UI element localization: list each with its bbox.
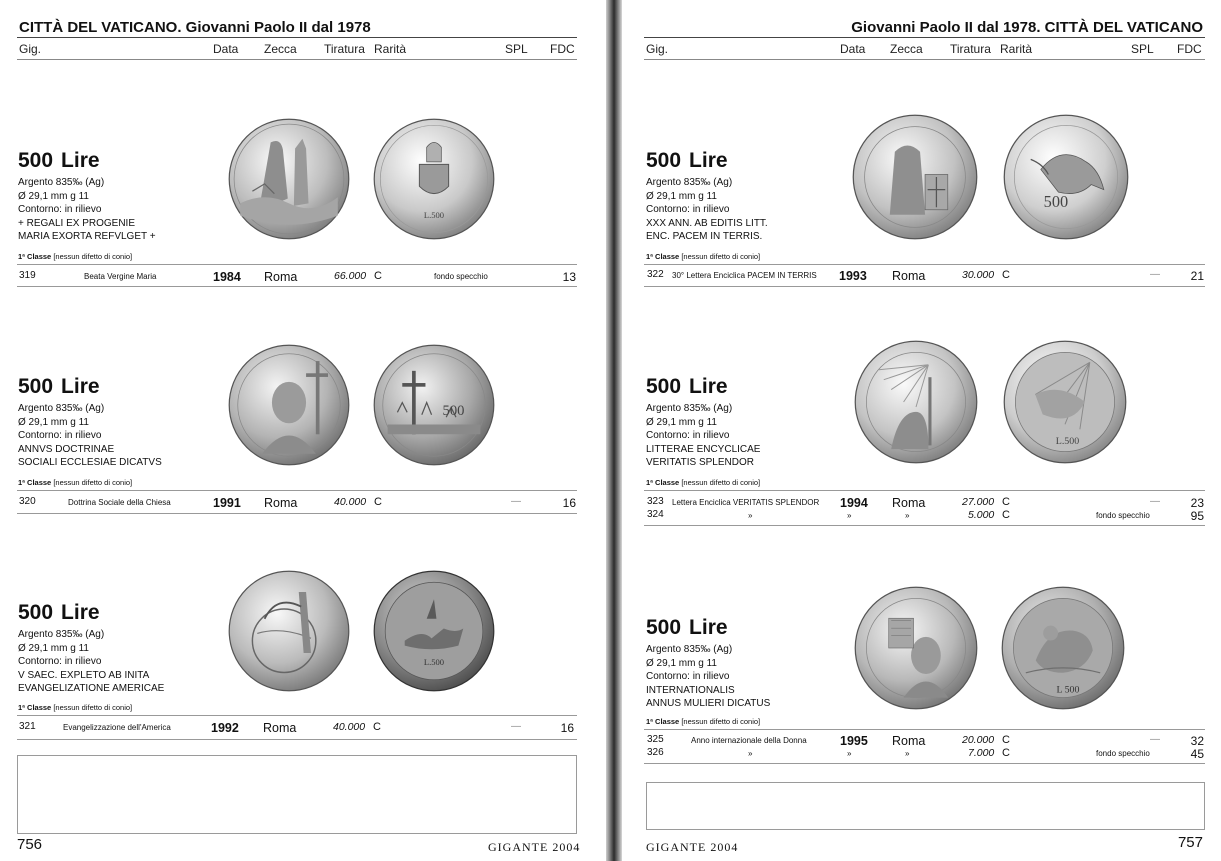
rarity: C [1002,496,1010,508]
rarity: C [374,496,382,508]
year: 1984 [213,270,241,284]
price-spl: — [511,721,521,732]
mintage: 5.000 [968,509,995,521]
col-spl: SPL [1131,42,1154,56]
denomination-title [646,149,736,173]
spec-edge-legend: SOCIALI ECCLESIAE DICATVS [18,457,162,468]
spec-edge: Contorno: in rilievo [646,204,730,215]
col-rarita: Rarità [374,42,407,56]
spec-list [646,176,768,244]
price-fdc: 16 [560,721,574,735]
denomination-unit: Lire [61,601,100,624]
svg-text:L.500: L.500 [1055,436,1080,448]
table-row [622,509,1221,523]
col-spl: SPL [505,42,528,56]
coin-obverse-image [854,340,978,464]
row-rule [17,715,577,716]
denomination-unit: Lire [689,616,728,639]
row-rule [17,264,577,265]
coin-description: Lettera Enciclica VERITATIS SPLENDOR [672,498,820,507]
mintage: 27.000 [962,496,995,508]
grade-desc: [nessun difetto di conio] [681,478,761,487]
row-rule [644,729,1205,730]
spec-edge-legend: VERITATIS SPLENDOR [646,457,754,468]
spec-edge-legend: INTERNATIONALIS [646,684,735,696]
header-rule [17,37,577,38]
finish-note: fondo specchio [1096,749,1150,758]
coin-obverse-image [852,114,978,240]
catalog-number: 324 [647,509,664,520]
spec-list [18,628,164,696]
spec-edge-legend: EVANGELIZATIONE AMERICAE [18,683,165,694]
col-tiratura: Tiratura [950,42,991,56]
coin-reverse-image [1003,340,1127,464]
table-row [622,496,1221,510]
row-rule [644,264,1205,265]
mint: » [905,749,910,758]
mintage: 66.000 [334,270,367,282]
mintage: 30.000 [962,269,995,281]
coin-obverse-image [228,118,350,240]
grade-note [18,478,132,487]
spec-size: Ø 29,1 mm g 11 [18,642,89,654]
coin-obverse-image [228,570,350,692]
grade-label: 1ª Classe [18,478,52,487]
mint: Roma [892,269,926,283]
denomination-value: 500 [646,616,682,639]
publisher-footer: GIGANTE 2004 [488,840,581,854]
denomination-value: 500 [18,149,54,172]
price-fdc: 32 [1190,734,1204,748]
year: » [847,749,852,758]
grade-desc: [nessun difetto di conio] [53,703,133,712]
spec-size: Ø 29,1 mm g 11 [18,190,89,202]
mint: Roma [264,496,298,510]
row-rule [644,763,1205,764]
price-fdc: 23 [1190,496,1204,510]
grade-desc: [nessun difetto di conio] [53,252,133,261]
spec-size: Ø 29,1 mm g 11 [646,190,717,202]
spec-metal: Argento 835‰ (Ag) [646,177,733,188]
grade-note [646,717,760,726]
denomination-title [646,375,736,399]
mintage: 7.000 [968,747,995,759]
spec-list [646,402,760,470]
col-data: Data [840,42,866,56]
row-rule [17,513,577,514]
grade-label: 1ª Classe [18,703,52,712]
header-rule [644,37,1205,38]
coin-description: Beata Vergine Maria [84,272,157,281]
spec-metal: Argento 835‰ (Ag) [18,629,105,640]
table-row [0,270,606,284]
grade-desc: [nessun difetto di conio] [53,478,133,487]
denomination-unit: Lire [689,149,728,172]
mint: Roma [263,721,297,735]
denomination-title [646,616,736,640]
denomination-value: 500 [646,149,682,172]
rarity: C [1002,734,1010,746]
price-spl: — [1150,269,1160,280]
grade-note [646,252,760,261]
left-page [0,0,606,861]
spec-metal: Argento 835‰ (Ag) [646,644,733,655]
spec-edge-legend: V SAEC. EXPLETO AB INITA [18,669,150,681]
year: 1994 [840,496,868,510]
spec-metal: Argento 835‰ (Ag) [18,403,105,414]
svg-text:L.500: L.500 [423,210,445,221]
spec-edge-legend: XXX ANN. AB EDITIS LITT. [646,217,768,229]
catalog-number: 321 [19,721,36,732]
grade-label: 1ª Classe [18,252,52,261]
rarity: C [1002,509,1010,521]
row-rule [644,286,1205,287]
svg-text:500: 500 [1043,192,1069,212]
catalog-number: 319 [19,270,36,281]
row-rule [644,525,1205,526]
col-zecca: Zecca [890,42,923,56]
table-row [622,269,1221,283]
coin-obverse-image [854,586,978,710]
column-rule [644,59,1205,60]
row-rule [17,490,577,491]
col-fdc: FDC [550,42,575,56]
denomination-value: 500 [18,601,54,624]
coin-reverse-image [373,570,495,692]
coin-description: Anno internazionale della Donna [691,736,807,745]
column-rule [17,59,577,60]
rarity: C [1002,747,1010,759]
price-fdc: 95 [1190,509,1204,523]
spec-size: Ø 29,1 mm g 11 [646,657,717,669]
spec-metal: Argento 835‰ (Ag) [18,177,105,188]
denomination-unit: Lire [61,375,100,398]
year: 1992 [211,721,239,735]
denomination-unit: Lire [689,375,728,398]
mintage: 40.000 [334,496,367,508]
spec-edge: Contorno: in rilievo [646,430,730,441]
catalog-number: 325 [647,734,664,745]
price-fdc: 13 [562,270,576,284]
col-zecca: Zecca [264,42,297,56]
col-gig: Gig. [19,42,42,56]
price-fdc: 45 [1190,747,1204,761]
spec-list [18,402,162,470]
row-rule [17,286,577,287]
running-head: CITTÀ DEL VATICANO. Giovanni Paolo II dal 1978 [19,19,371,36]
table-row [0,496,606,510]
spec-edge-legend: ANNUS MULIERI DICATUS [646,698,771,709]
coin-description: 30° Lettera Enciclica PACEM IN TERRIS [672,271,817,280]
rarity: C [1002,269,1010,281]
coin-obverse-image [228,344,350,466]
rarity: C [373,721,381,733]
coin-description: Dottrina Sociale della Chiesa [68,498,171,507]
svg-text:500: 500 [442,402,465,419]
col-data: Data [213,42,239,56]
mintage: 40.000 [333,721,366,733]
spec-edge: Contorno: in rilievo [18,430,102,441]
denomination-title [18,601,108,625]
mintage: 20.000 [962,734,995,746]
finish-note: fondo specchio [434,272,488,281]
spec-edge: Contorno: in rilievo [18,204,102,215]
year: 1991 [213,496,241,510]
spec-edge-legend: MARIA EXORTA REFVLGET + [18,231,156,242]
denomination-unit: Lire [61,149,100,172]
col-rarita: Rarità [1000,42,1033,56]
page-number: 757 [1177,834,1203,851]
grade-label: 1ª Classe [646,252,680,261]
grade-note [18,703,132,712]
price-spl: — [1150,734,1160,745]
publisher-footer: GIGANTE 2004 [646,840,739,854]
col-gig: Gig. [646,42,669,56]
coin-description: » [748,749,753,758]
spec-list [18,176,156,244]
row-rule [17,739,577,740]
spec-metal: Argento 835‰ (Ag) [646,403,733,414]
svg-text:L 500: L 500 [1056,684,1080,696]
grade-label: 1ª Classe [646,717,680,726]
denomination-value: 500 [18,375,54,398]
coin-reverse-image [373,344,495,466]
mint: » [905,511,910,520]
mint: Roma [892,734,926,748]
spec-size: Ø 29,1 mm g 11 [18,416,89,428]
spec-edge-legend: ENC. PACEM IN TERRIS. [646,231,763,242]
catalog-number: 323 [647,496,664,507]
table-row [622,734,1221,748]
page-number: 756 [17,836,43,853]
grade-note [646,478,760,487]
catalog-number: 326 [647,747,664,758]
year: » [847,511,852,520]
spec-list [646,643,770,711]
spec-edge: Contorno: in rilievo [18,656,102,667]
row-rule [644,490,1205,491]
finish-note: fondo specchio [1096,511,1150,520]
denomination-title [18,149,108,173]
mint: Roma [892,496,926,510]
spec-edge: Contorno: in rilievo [646,671,730,682]
spec-edge-legend: ANNVS DOCTRINAE [18,443,115,455]
book-gutter [606,0,622,861]
grade-label: 1ª Classe [646,478,680,487]
coin-reverse-image [1001,586,1125,710]
spec-edge-legend: + REGALI EX PROGENIE [18,217,135,229]
svg-text:L.500: L.500 [423,657,445,668]
table-row [622,747,1221,761]
denomination-title [18,375,108,399]
catalog-number: 322 [647,269,664,280]
coin-description: » [748,511,753,520]
price-fdc: 21 [1190,269,1204,283]
year: 1993 [839,269,867,283]
col-tiratura: Tiratura [324,42,365,56]
coin-reverse-image [1003,114,1129,240]
spec-size: Ø 29,1 mm g 11 [646,416,717,428]
right-page [622,0,1221,861]
running-head: Giovanni Paolo II dal 1978. CITTÀ DEL VATICANO [851,19,1203,36]
col-fdc: FDC [1177,42,1202,56]
table-row [0,721,606,735]
grade-desc: [nessun difetto di conio] [681,717,761,726]
catalog-number: 320 [19,496,36,507]
spec-edge-legend: LITTERAE ENCYCLICAE [646,443,761,455]
notes-box [17,755,577,834]
year: 1995 [840,734,868,748]
notes-box [646,782,1205,830]
price-fdc: 16 [562,496,576,510]
price-spl: — [511,496,521,507]
denomination-value: 500 [646,375,682,398]
grade-note [18,252,132,261]
grade-desc: [nessun difetto di conio] [681,252,761,261]
rarity: C [374,270,382,282]
mint: Roma [264,270,298,284]
price-spl: — [1150,496,1160,507]
coin-description: Evangelizzazione dell'America [63,723,171,732]
coin-reverse-image [373,118,495,240]
